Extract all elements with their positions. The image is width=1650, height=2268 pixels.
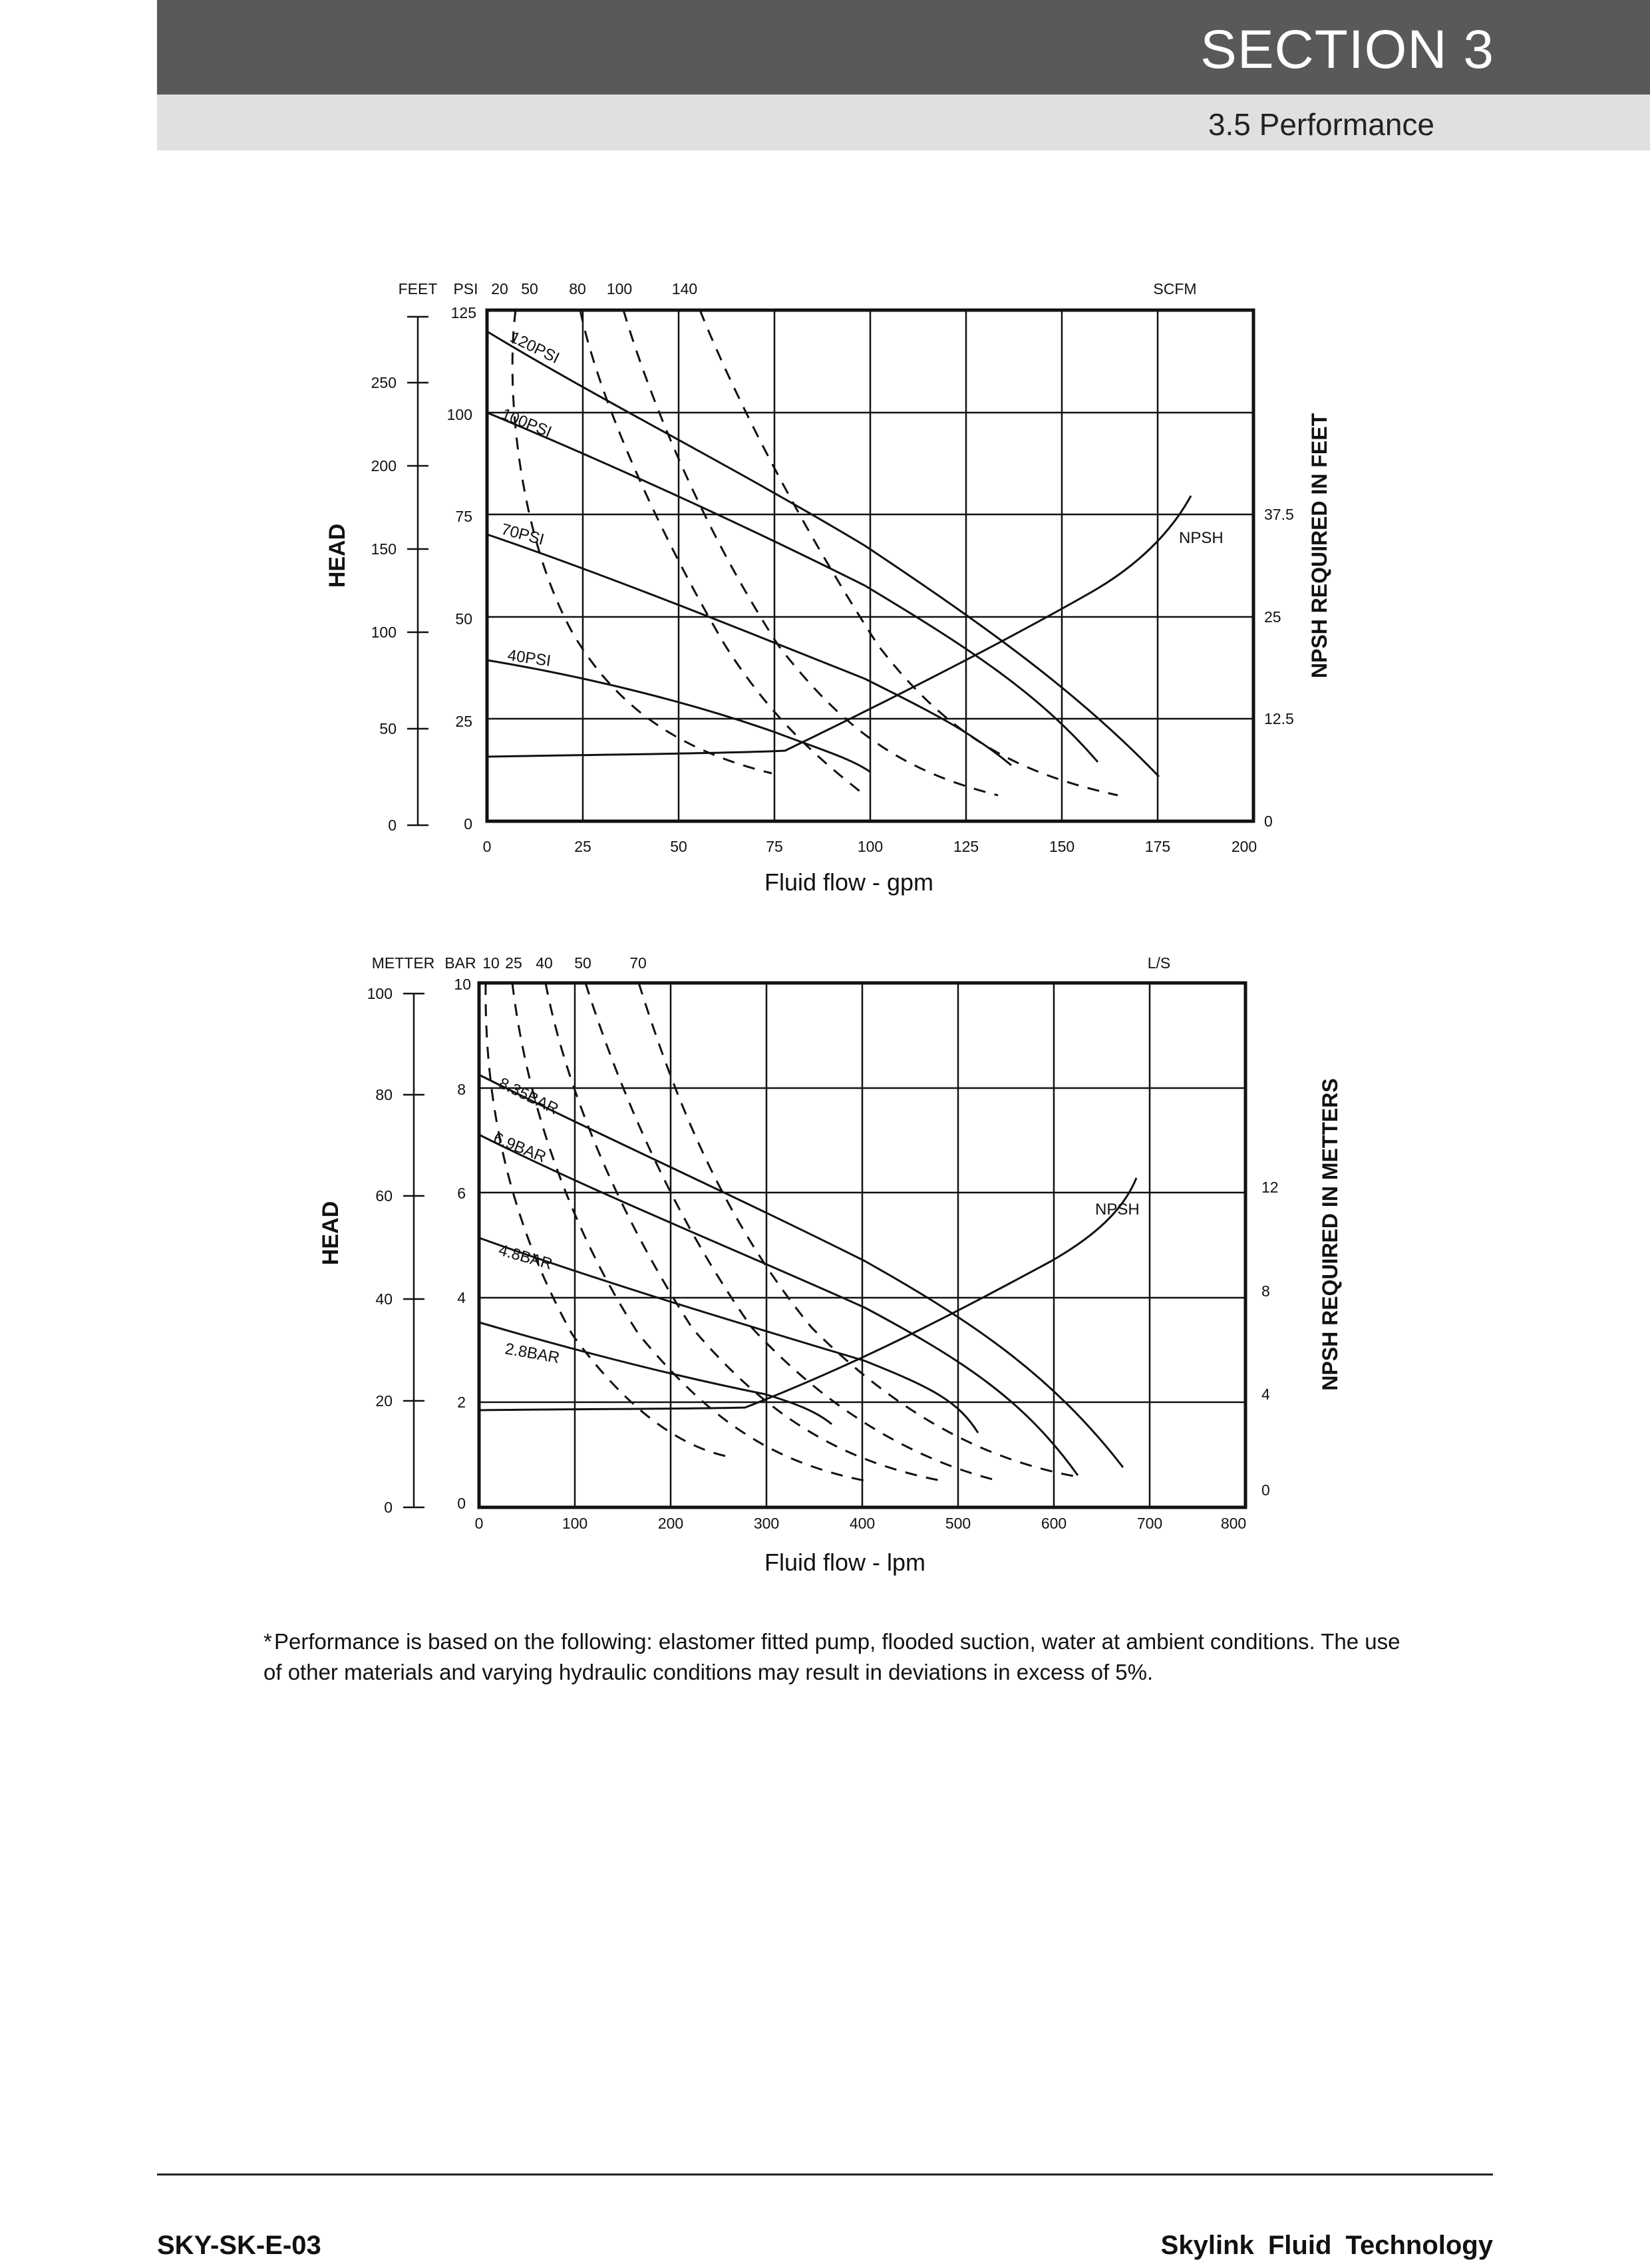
- npsh-curve: [487, 496, 1191, 757]
- x-tick-label: 175: [1144, 838, 1171, 855]
- meter-axis: [403, 994, 424, 1507]
- series-label-120psi: 120PSI: [507, 328, 562, 367]
- feet-tick-labels: [371, 374, 397, 834]
- grid-lines: [479, 983, 1245, 1507]
- x-tick-label: 800: [1220, 1515, 1247, 1532]
- footer-rule: [157, 2174, 1493, 2175]
- series-label-4-8bar: 4.8BAR: [496, 1240, 555, 1274]
- meter-tick-label: 20: [375, 1392, 393, 1410]
- top-label-scfm: SCFM: [1153, 280, 1197, 297]
- bar-tick-label: 0: [457, 1495, 466, 1512]
- bar-tick-labels: [454, 976, 471, 1512]
- top-label-25: 25: [505, 954, 522, 972]
- x-tick-labels: [475, 1515, 1247, 1532]
- x-tick-label: 125: [953, 838, 979, 855]
- curves: [487, 310, 1191, 795]
- top-label-metter: METTER: [371, 954, 435, 972]
- performance-chart-gpm: [0, 253, 1650, 912]
- top-label-140: 140: [671, 280, 698, 297]
- air-consumption-curve-40: [546, 983, 941, 1481]
- x-tick-label: 200: [1231, 838, 1257, 855]
- air-consumption-curve-20: [512, 310, 772, 773]
- performance-chart-lpm: [0, 935, 1650, 1601]
- bar-tick-label: 10: [454, 976, 471, 993]
- top-axis-labels: [372, 954, 1171, 972]
- meter-tick-label: 40: [375, 1290, 393, 1308]
- curve-labels: [491, 1074, 1140, 1367]
- bar-tick-label: 2: [457, 1394, 466, 1411]
- x-tick-label: 400: [849, 1515, 876, 1532]
- x-tick-label: 200: [657, 1515, 684, 1532]
- x-axis-title: Fluid flow - lpm: [764, 1549, 926, 1576]
- meter-tick-label: 0: [384, 1499, 393, 1516]
- npsh-tick-label: 0: [1261, 1481, 1270, 1499]
- npsh-curve: [479, 1178, 1136, 1410]
- psi-tick-label: 25: [455, 713, 472, 730]
- head-curve-100psi: [487, 413, 1098, 762]
- x-tick-label: 150: [1049, 838, 1075, 855]
- head-curve-70psi: [487, 534, 1011, 765]
- meter-tick-label: 100: [367, 985, 393, 1002]
- x-tick-labels: [483, 838, 1257, 855]
- x-tick-label: 50: [670, 838, 687, 855]
- psi-tick-label: 125: [450, 304, 476, 321]
- feet-tick-label: 100: [371, 624, 397, 641]
- npsh-tick-label: 25: [1264, 608, 1281, 626]
- air-consumption-curve-50: [580, 310, 865, 795]
- feet-tick-label: 250: [371, 374, 397, 391]
- meter-tick-label: 60: [375, 1187, 393, 1205]
- section-title: SECTION 3: [1200, 19, 1494, 80]
- top-label-ls: L/S: [1147, 954, 1171, 972]
- series-label-8-35bar: 8.35BAR: [496, 1074, 562, 1119]
- air-consumption-curve-50: [585, 983, 998, 1481]
- feet-tick-label: 0: [388, 817, 397, 834]
- psi-tick-label: 75: [455, 508, 472, 525]
- npsh-tick-label: 8: [1261, 1282, 1270, 1300]
- meter-tick-label: 80: [375, 1086, 393, 1103]
- top-label-20: 20: [491, 280, 508, 297]
- curves: [479, 983, 1136, 1481]
- bar-tick-label: 4: [457, 1289, 466, 1306]
- performance-note: [263, 1626, 1421, 1688]
- series-label-2-8bar: 2.8BAR: [503, 1340, 562, 1368]
- npsh-curve-label: NPSH: [1179, 529, 1224, 547]
- bar-tick-label: 8: [457, 1081, 466, 1098]
- head-curve-4-8bar: [479, 1238, 978, 1433]
- series-label-100psi: 100PSI: [498, 405, 554, 442]
- psi-tick-label: 50: [455, 610, 472, 628]
- npsh-tick-label: 12.5: [1264, 710, 1294, 727]
- psi-tick-labels: [447, 304, 476, 833]
- feet-tick-label: 200: [371, 457, 397, 474]
- air-consumption-curve-100: [700, 310, 1118, 795]
- top-label-bar: BAR: [444, 954, 476, 972]
- feet-axis: [407, 317, 428, 825]
- psi-tick-label: 100: [446, 406, 472, 423]
- x-tick-label: 25: [574, 838, 591, 855]
- x-tick-label: 0: [474, 1515, 484, 1532]
- x-tick-label: 600: [1041, 1515, 1067, 1532]
- npsh-axis-title: NPSH REQUIRED IN FEET: [1307, 413, 1331, 679]
- air-consumption-curve-10: [486, 983, 732, 1457]
- bar-tick-label: 6: [457, 1185, 466, 1202]
- npsh-tick-label: 4: [1261, 1386, 1270, 1403]
- x-tick-label: 100: [857, 838, 884, 855]
- series-label-70psi: 70PSI: [499, 520, 546, 549]
- npsh-tick-label: 0: [1264, 813, 1273, 830]
- series-label-40psi: 40PSI: [506, 646, 552, 671]
- head-curve-120psi: [487, 331, 1159, 777]
- npsh-tick-label: 37.5: [1264, 506, 1294, 523]
- npsh-tick-labels: [1261, 1179, 1279, 1499]
- top-label-10: 10: [482, 954, 500, 972]
- feet-tick-label: 50: [379, 720, 397, 737]
- psi-tick-label: 0: [464, 815, 472, 833]
- x-tick-label: 500: [945, 1515, 971, 1532]
- subsection-title: 3.5 Performance: [1208, 107, 1434, 142]
- x-axis-title: Fluid flow - gpm: [764, 868, 934, 896]
- air-consumption-curve-80: [623, 310, 998, 795]
- x-tick-label: 0: [482, 838, 492, 855]
- note-text: Performance is based on the following: elastomer fitted pump, flooded suction, water at ambient conditions. The use of other materials and varying hydraulic conditions may result in deviations in excess of 5%.: [263, 1629, 1401, 1684]
- npsh-tick-labels: [1264, 506, 1294, 830]
- head-curve-6-9bar: [479, 1135, 1078, 1475]
- top-label-50: 50: [574, 954, 591, 972]
- head-axis-title: HEAD: [318, 1201, 343, 1266]
- top-axis-labels: [399, 280, 1197, 297]
- top-label-50: 50: [521, 280, 538, 297]
- npsh-axis-title: NPSH REQUIRED IN METTERS: [1318, 1078, 1342, 1391]
- head-axis-title: HEAD: [325, 523, 350, 588]
- x-tick-label: 75: [766, 838, 783, 855]
- top-label-psi: PSI: [453, 280, 478, 297]
- top-label-70: 70: [629, 954, 647, 972]
- top-label-feet: FEET: [398, 280, 438, 297]
- feet-tick-label: 150: [371, 540, 397, 558]
- x-tick-label: 100: [562, 1515, 588, 1532]
- x-tick-label: 300: [753, 1515, 780, 1532]
- air-consumption-curve-25: [512, 983, 865, 1481]
- top-label-80: 80: [569, 280, 586, 297]
- npsh-tick-label: 12: [1261, 1179, 1279, 1196]
- npsh-curve-label: NPSH: [1095, 1201, 1140, 1219]
- top-label-100: 100: [606, 280, 633, 297]
- series-label-6-9bar: 6.9BAR: [490, 1129, 549, 1167]
- company-name: Skylink Fluid Technology: [1160, 2231, 1493, 2260]
- grid-lines: [487, 310, 1253, 821]
- top-label-40: 40: [536, 954, 553, 972]
- x-tick-label: 700: [1136, 1515, 1163, 1532]
- meter-tick-labels: [367, 985, 393, 1516]
- note-asterisk: *: [263, 1629, 272, 1654]
- document-code: SKY-SK-E-03: [157, 2231, 321, 2260]
